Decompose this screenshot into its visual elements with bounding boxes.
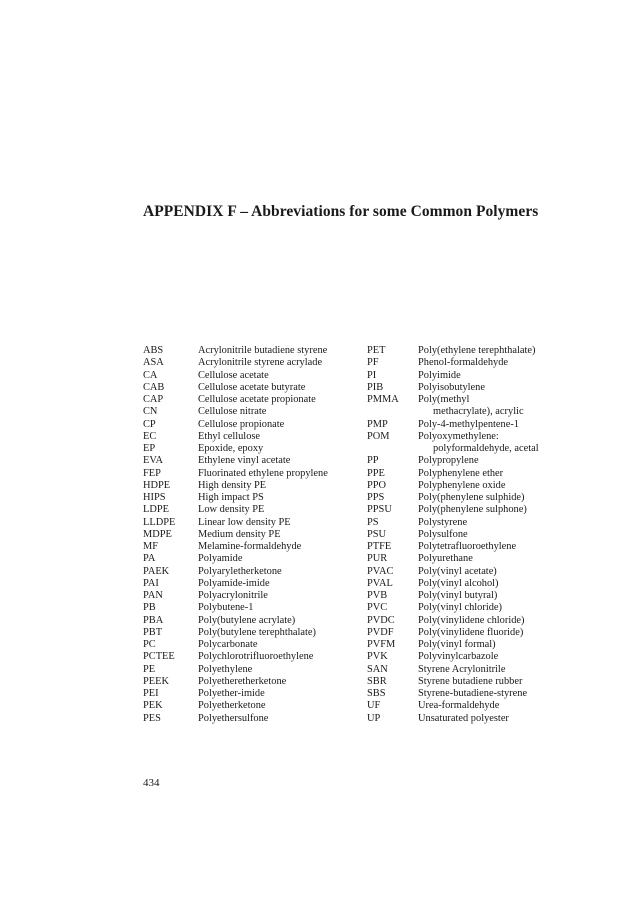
abbreviation: PAN: [143, 590, 163, 601]
abbreviation: HDPE: [143, 479, 171, 491]
abbreviation: ABS: [143, 345, 164, 356]
definition: Poly(vinyl alcohol): [418, 577, 499, 589]
definition: Poly(vinyl formal): [418, 639, 496, 650]
definition: Polybutene-1: [198, 602, 254, 614]
definition: Polyphenylene ether: [418, 467, 504, 479]
abbreviation: PSU: [367, 528, 387, 540]
abbreviation: PVC: [367, 602, 388, 614]
definition: High impact PS: [198, 492, 264, 503]
abbreviation: PMP: [367, 418, 388, 430]
definition: Polycarbonate: [198, 639, 258, 650]
abbreviation: PCTEE: [143, 651, 175, 663]
abbreviation: PEI: [143, 688, 159, 699]
abbreviation: PBA: [143, 614, 164, 626]
definition: Styrene-butadiene-styrene: [418, 688, 528, 699]
definition: Polyvinylcarbazole: [418, 651, 499, 663]
definition: Poly(vinylidene chloride): [418, 614, 525, 626]
abbreviation: LLDPE: [143, 516, 176, 528]
abbreviation: UF: [367, 700, 381, 712]
abbreviation: PPE: [367, 467, 385, 479]
definition: Fluorinated ethylene propylene: [198, 467, 328, 479]
abbreviation: PS: [367, 516, 379, 528]
definition: Polypropylene: [418, 455, 479, 467]
definition: Linear low density PE: [198, 516, 291, 528]
definition: Ethyl cellulose: [198, 430, 261, 442]
abbreviation: PPO: [367, 479, 387, 491]
definition: polyformaldehyde, acetal: [433, 443, 539, 454]
abbreviation: SBR: [367, 675, 387, 687]
definition: Acrylonitrile butadiene styrene: [198, 345, 328, 356]
abbreviation: PVFM: [367, 639, 396, 650]
abbreviation: CAB: [143, 381, 165, 393]
definition: Poly(phenylene sulphide): [418, 492, 525, 503]
abbreviation: PPS: [367, 492, 385, 503]
definition: Polysulfone: [418, 528, 468, 540]
abbreviation: CAP: [143, 394, 164, 405]
definition: High density PE: [198, 479, 267, 491]
definition: Poly(vinylidene fluoride): [418, 626, 524, 638]
definition: Polyetheretherketone: [198, 675, 287, 687]
definition: Poly(vinyl acetate): [418, 565, 497, 577]
abbreviation: PBT: [143, 626, 163, 638]
definition: Phenol-formaldehyde: [418, 357, 509, 369]
abbreviation: SAN: [367, 663, 388, 675]
abbreviation: PIB: [367, 381, 384, 393]
definition: Cellulose acetate: [198, 369, 269, 381]
abbreviation: SBS: [367, 688, 386, 699]
abbreviation: PET: [367, 345, 386, 356]
definition: Polyaryletherketone: [198, 565, 282, 577]
definition: Polyisobutylene: [418, 381, 485, 393]
abbreviation: EP: [143, 443, 156, 454]
definition: Cellulose acetate propionate: [198, 394, 316, 405]
abbreviation: HIPS: [143, 492, 166, 503]
definition: Poly(ethylene terephthalate): [418, 345, 536, 356]
definition: Epoxide, epoxy: [198, 443, 264, 454]
abbreviation: EC: [143, 430, 157, 442]
abbreviation: PEK: [143, 700, 163, 712]
definition: Polychlorotrifluoroethylene: [198, 651, 314, 663]
abbreviation: ASA: [143, 357, 164, 369]
abbreviation: PUR: [367, 553, 388, 565]
definition: Polyoxymethylene:: [418, 430, 499, 442]
definition: Polyamide: [198, 553, 243, 565]
definition: Poly(vinyl chloride): [418, 602, 502, 614]
abbreviation: UP: [367, 712, 381, 724]
abbreviation: CA: [143, 369, 158, 381]
abbreviation: PVB: [367, 590, 388, 601]
definition: Polyetherketone: [198, 700, 266, 712]
definition: Polyphenylene oxide: [418, 479, 506, 491]
definition: Polyimide: [418, 369, 461, 381]
abbreviation: PVDC: [367, 614, 395, 626]
abbreviation: PB: [143, 602, 156, 614]
definition: Urea-formaldehyde: [418, 700, 500, 712]
definition: Poly(methyl: [418, 394, 470, 405]
abbreviation: PI: [367, 369, 377, 381]
definition: Styrene Acrylonitrile: [418, 663, 506, 675]
definition: Cellulose acetate butyrate: [198, 381, 306, 393]
abbreviation: PVK: [367, 651, 388, 663]
abbreviation: PP: [367, 455, 379, 467]
definition: Unsaturated polyester: [418, 712, 509, 724]
abbreviation: PEEK: [143, 675, 169, 687]
abbreviation: MDPE: [143, 528, 172, 540]
abbreviation: LDPE: [143, 504, 169, 516]
definition: Ethylene vinyl acetate: [198, 455, 291, 467]
definition: Poly(vinyl butyral): [418, 590, 498, 601]
definition: Polyethersulfone: [198, 712, 269, 724]
definition: Polystyrene: [418, 516, 468, 528]
definition: Low density PE: [198, 504, 265, 516]
definition: Polyether-imide: [198, 688, 265, 699]
definition: methacrylate), acrylic: [433, 406, 524, 418]
abbreviation: POM: [367, 430, 390, 442]
definition: Poly-4-methylpentene-1: [418, 418, 519, 430]
abbreviation: PTFE: [367, 541, 392, 552]
abbreviation: PVAC: [367, 565, 394, 577]
abbreviation: CN: [143, 406, 158, 418]
definition: Melamine-formaldehyde: [198, 541, 302, 552]
abbreviation: EVA: [143, 455, 164, 467]
abbreviation: PMMA: [367, 394, 399, 405]
abbreviation: PVDF: [367, 626, 394, 638]
abbreviation: PAEK: [143, 565, 170, 577]
definition: Poly(phenylene sulphone): [418, 504, 527, 516]
definition: Polyamide-imide: [198, 577, 270, 589]
abbreviation: PE: [143, 663, 156, 675]
abbreviation: CP: [143, 418, 156, 430]
abbreviation: PES: [143, 712, 161, 724]
abbreviation: PC: [143, 639, 156, 650]
definition: Acrylonitrile styrene acrylade: [198, 357, 323, 369]
abbreviation: FEP: [143, 467, 161, 479]
abbreviation: PPSU: [367, 504, 392, 516]
definition: Polytetrafluoroethylene: [418, 541, 517, 552]
abbreviation: PVAL: [367, 577, 393, 589]
definition: Cellulose propionate: [198, 418, 285, 430]
definition: Cellulose nitrate: [198, 406, 267, 418]
definition: Polyurethane: [418, 553, 473, 565]
page-title: APPENDIX F – Abbreviations for some Common Polymers: [143, 203, 539, 220]
abbreviation: PAI: [143, 577, 159, 589]
definition: Polyacrylonitrile: [198, 590, 268, 601]
abbreviation: MF: [143, 541, 159, 552]
definition: Poly(butylene acrylate): [198, 614, 296, 626]
abbreviation: PA: [143, 553, 156, 565]
page-number: 434: [143, 777, 160, 789]
definition: Polyethylene: [198, 663, 253, 675]
definition: Styrene butadiene rubber: [418, 675, 523, 687]
definition: Poly(butylene terephthalate): [198, 626, 317, 638]
abbreviation: PF: [367, 357, 379, 369]
definition: Medium density PE: [198, 528, 281, 540]
